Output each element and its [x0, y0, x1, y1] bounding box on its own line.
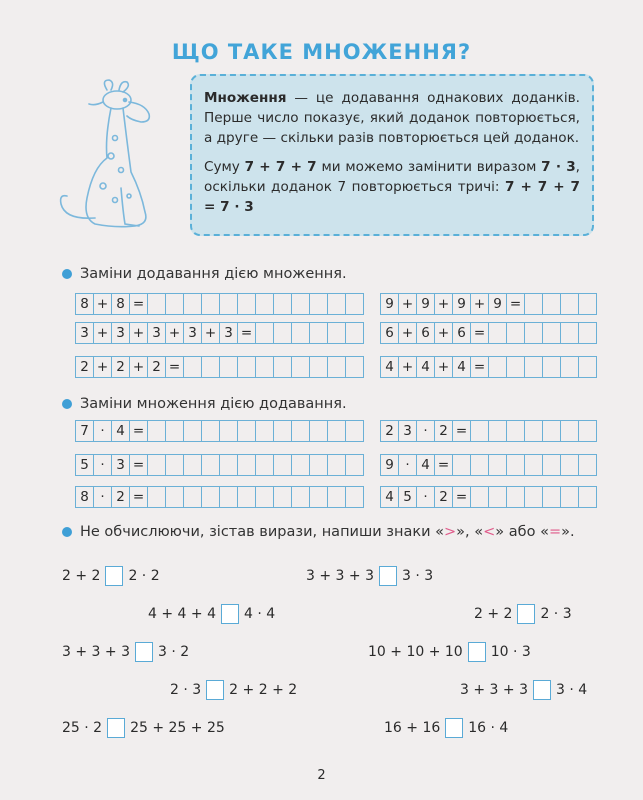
task1-row-left: [75, 356, 364, 378]
expression-left: 3 + 3 + 3: [306, 568, 374, 584]
definition-text: Множення — це додавання однакових доданків. Перше число показує, який доданок повторюється, а друге — скільки разів повторюється цей доданок.: [204, 90, 580, 146]
answer-cell[interactable]: [489, 487, 507, 507]
answer-cell[interactable]: [328, 487, 346, 507]
grid-cell: 6: [381, 323, 399, 343]
answer-cell[interactable]: [220, 487, 238, 507]
expression-right: 3 · 3: [401, 568, 434, 584]
grid-cell: +: [399, 294, 417, 314]
comparison-answer-box[interactable]: [107, 718, 125, 738]
definition-box: [190, 74, 594, 236]
comparison-answer-box[interactable]: [445, 718, 463, 738]
grid-cell: 4: [417, 357, 435, 377]
answer-cell[interactable]: [148, 421, 166, 441]
task2-row-left: [75, 420, 364, 442]
answer-cell[interactable]: [256, 487, 274, 507]
grid-cell: 8: [76, 294, 94, 314]
answer-cell[interactable]: [274, 455, 292, 475]
answer-cell[interactable]: [346, 487, 364, 507]
comparison-item: [62, 566, 160, 586]
answer-cell[interactable]: [274, 357, 292, 377]
answer-cell[interactable]: [328, 294, 346, 314]
answer-cell[interactable]: [220, 357, 238, 377]
comparison-answer-box[interactable]: [105, 566, 123, 586]
answer-cell[interactable]: [328, 455, 346, 475]
task2-row-left: [75, 454, 364, 476]
answer-cell[interactable]: [525, 487, 543, 507]
grid-cell: +: [166, 323, 184, 343]
comparison-item: [474, 604, 572, 624]
comparison-item: [306, 566, 433, 586]
comparison-answer-box[interactable]: [533, 680, 551, 700]
answer-cell[interactable]: [202, 421, 220, 441]
grid-cell: 3: [112, 323, 130, 343]
answer-cell[interactable]: [292, 421, 310, 441]
answer-cell[interactable]: [256, 357, 274, 377]
expression-left: 3 + 3 + 3: [460, 682, 528, 698]
comparison-item: [62, 718, 225, 738]
task1-row-right: [380, 356, 597, 378]
answer-cell[interactable]: [166, 487, 184, 507]
answer-cell[interactable]: [543, 455, 561, 475]
grid-cell: ·: [94, 421, 112, 441]
comparison-item: [148, 604, 275, 624]
grid-cell: 4: [453, 357, 471, 377]
grid-cell: +: [471, 294, 489, 314]
expression-right: 3 · 2: [157, 644, 190, 660]
task1-row-left: [75, 293, 364, 315]
grid-cell: 9: [381, 455, 399, 475]
grid-cell: ·: [417, 487, 435, 507]
grid-cell: =: [453, 487, 471, 507]
comparison-answer-box[interactable]: [517, 604, 535, 624]
comparison-item: [368, 642, 531, 662]
expression-left: 2 + 2: [62, 568, 101, 584]
grid-cell: ·: [94, 455, 112, 475]
grid-cell: ·: [417, 421, 435, 441]
page-title: ЩО ТАКЕ МНОЖЕННЯ?: [171, 40, 472, 64]
answer-cell[interactable]: [274, 487, 292, 507]
answer-cell[interactable]: [166, 455, 184, 475]
grid-cell: 8: [76, 487, 94, 507]
answer-cell[interactable]: [202, 455, 220, 475]
answer-cell[interactable]: [507, 323, 525, 343]
answer-cell[interactable]: [202, 487, 220, 507]
grid-cell: +: [130, 357, 148, 377]
answer-cell[interactable]: [346, 294, 364, 314]
answer-cell[interactable]: [471, 487, 489, 507]
grid-cell: 6: [453, 323, 471, 343]
grid-cell: 2: [435, 487, 453, 507]
answer-cell[interactable]: [256, 421, 274, 441]
grid-cell: 9: [381, 294, 399, 314]
answer-cell[interactable]: [202, 294, 220, 314]
task2-row-left: [75, 486, 364, 508]
answer-cell[interactable]: [561, 455, 579, 475]
answer-cell[interactable]: [310, 323, 328, 343]
answer-cell[interactable]: [292, 357, 310, 377]
answer-cell[interactable]: [579, 294, 597, 314]
answer-cell[interactable]: [543, 421, 561, 441]
answer-cell[interactable]: [220, 421, 238, 441]
grid-cell: 2: [112, 487, 130, 507]
expression-right: 2 · 3: [540, 606, 572, 622]
example-text: Суму 7 + 7 + 7 ми можемо замінити виразом 7 · 3, оскільки доданок 7 повторюється тричі: 7 + 7 + 7 = 7 · 3: [204, 159, 580, 215]
answer-cell[interactable]: [256, 455, 274, 475]
grid-cell: 3: [76, 323, 94, 343]
comparison-answer-box[interactable]: [468, 642, 486, 662]
answer-cell[interactable]: [292, 455, 310, 475]
answer-cell[interactable]: [489, 455, 507, 475]
expression-left: 25 · 2: [62, 720, 103, 736]
task2-row-right: [380, 486, 597, 508]
expression-right: 25 + 25 + 25: [130, 720, 225, 736]
grid-cell: =: [130, 455, 148, 475]
answer-cell[interactable]: [310, 455, 328, 475]
answer-cell[interactable]: [310, 357, 328, 377]
grid-cell: =: [238, 323, 256, 343]
answer-cell[interactable]: [328, 323, 346, 343]
bullet-icon: [62, 269, 72, 279]
bullet-icon: [62, 527, 72, 537]
answer-cell[interactable]: [148, 294, 166, 314]
answer-cell[interactable]: [238, 357, 256, 377]
comparison-item: [384, 718, 508, 738]
answer-cell[interactable]: [471, 421, 489, 441]
grid-cell: 9: [453, 294, 471, 314]
grid-cell: ·: [399, 455, 417, 475]
answer-cell[interactable]: [256, 323, 274, 343]
task1-instruction: Заміни додавання дією множення.: [62, 266, 347, 282]
answer-cell[interactable]: [346, 323, 364, 343]
grid-cell: 2: [148, 357, 166, 377]
grid-cell: 2: [112, 357, 130, 377]
answer-cell[interactable]: [346, 455, 364, 475]
comparison-answer-box[interactable]: [221, 604, 239, 624]
answer-cell[interactable]: [561, 357, 579, 377]
grid-cell: =: [453, 421, 471, 441]
answer-cell[interactable]: [238, 455, 256, 475]
grid-cell: 3: [399, 421, 417, 441]
answer-cell[interactable]: [238, 294, 256, 314]
grid-cell: +: [435, 294, 453, 314]
answer-cell[interactable]: [274, 294, 292, 314]
grid-cell: 2: [381, 421, 399, 441]
comparison-item: [460, 680, 587, 700]
grid-cell: =: [471, 357, 489, 377]
answer-cell[interactable]: [184, 294, 202, 314]
task2-instruction: Заміни множення дією додавання.: [62, 396, 347, 412]
task1-row-right: [380, 293, 597, 315]
answer-cell[interactable]: [238, 421, 256, 441]
comparison-answer-box[interactable]: [379, 566, 397, 586]
grid-cell: +: [94, 294, 112, 314]
answer-cell[interactable]: [184, 455, 202, 475]
expression-left: 10 + 10 + 10: [368, 644, 463, 660]
comparison-item: [170, 680, 297, 700]
grid-cell: =: [130, 294, 148, 314]
expression-left: 3 + 3 + 3: [62, 644, 130, 660]
grid-cell: 5: [76, 455, 94, 475]
expression-left: 2 + 2: [474, 606, 513, 622]
grid-cell: 4: [381, 357, 399, 377]
expression-right: 16 · 4: [468, 720, 509, 736]
page-number: 2: [317, 768, 326, 783]
grid-cell: 3: [148, 323, 166, 343]
expression-right: 3 · 4: [555, 682, 588, 698]
grid-cell: +: [94, 323, 112, 343]
grid-cell: +: [202, 323, 220, 343]
answer-cell[interactable]: [346, 421, 364, 441]
answer-cell[interactable]: [561, 421, 579, 441]
grid-cell: +: [399, 357, 417, 377]
grid-cell: 4: [381, 487, 399, 507]
answer-cell[interactable]: [543, 357, 561, 377]
grid-cell: =: [471, 323, 489, 343]
grid-cell: =: [130, 421, 148, 441]
answer-cell[interactable]: [328, 357, 346, 377]
grid-cell: 7: [76, 421, 94, 441]
answer-cell[interactable]: [507, 487, 525, 507]
grid-cell: 9: [489, 294, 507, 314]
grid-cell: 6: [417, 323, 435, 343]
answer-cell[interactable]: [579, 323, 597, 343]
grid-cell: =: [166, 357, 184, 377]
expression-left: 4 + 4 + 4: [148, 606, 216, 622]
expression-left: 2 · 3: [170, 682, 202, 698]
answer-cell[interactable]: [525, 421, 543, 441]
answer-cell[interactable]: [579, 357, 597, 377]
answer-cell[interactable]: [507, 421, 525, 441]
grid-cell: 5: [399, 487, 417, 507]
answer-cell[interactable]: [148, 455, 166, 475]
grid-cell: 2: [435, 421, 453, 441]
answer-cell[interactable]: [310, 487, 328, 507]
answer-cell[interactable]: [489, 323, 507, 343]
answer-cell[interactable]: [579, 455, 597, 475]
answer-cell[interactable]: [148, 487, 166, 507]
grid-cell: 4: [417, 455, 435, 475]
answer-cell[interactable]: [292, 487, 310, 507]
answer-cell[interactable]: [489, 421, 507, 441]
grid-cell: +: [94, 357, 112, 377]
task1-row-right: [380, 322, 597, 344]
grid-cell: =: [130, 487, 148, 507]
comparison-answer-box[interactable]: [135, 642, 153, 662]
answer-cell[interactable]: [184, 421, 202, 441]
answer-cell[interactable]: [525, 323, 543, 343]
task2-row-right: [380, 420, 597, 442]
comparison-answer-box[interactable]: [206, 680, 224, 700]
grid-cell: 2: [76, 357, 94, 377]
grid-cell: +: [435, 323, 453, 343]
grid-cell: 4: [112, 421, 130, 441]
grid-cell: 8: [112, 294, 130, 314]
answer-cell[interactable]: [166, 294, 184, 314]
grid-cell: 3: [184, 323, 202, 343]
answer-cell[interactable]: [507, 455, 525, 475]
answer-cell[interactable]: [166, 421, 184, 441]
expression-right: 10 · 3: [490, 644, 531, 660]
answer-cell[interactable]: [274, 421, 292, 441]
answer-cell[interactable]: [292, 294, 310, 314]
expression-right: 2 + 2 + 2: [229, 682, 298, 698]
grid-cell: =: [507, 294, 525, 314]
answer-cell[interactable]: [489, 357, 507, 377]
answer-cell[interactable]: [525, 455, 543, 475]
answer-cell[interactable]: [453, 455, 471, 475]
answer-cell[interactable]: [561, 487, 579, 507]
answer-cell[interactable]: [525, 294, 543, 314]
answer-cell[interactable]: [328, 421, 346, 441]
answer-cell[interactable]: [310, 421, 328, 441]
answer-cell[interactable]: [543, 323, 561, 343]
answer-cell[interactable]: [561, 294, 579, 314]
answer-cell[interactable]: [256, 294, 274, 314]
answer-cell[interactable]: [471, 455, 489, 475]
expression-right: 2 · 2: [128, 568, 160, 584]
answer-cell[interactable]: [346, 357, 364, 377]
answer-cell[interactable]: [274, 323, 292, 343]
answer-cell[interactable]: [220, 455, 238, 475]
answer-cell[interactable]: [220, 294, 238, 314]
answer-cell[interactable]: [238, 487, 256, 507]
answer-cell[interactable]: [579, 421, 597, 441]
task1-row-left: [75, 322, 364, 344]
grid-cell: +: [130, 323, 148, 343]
answer-cell[interactable]: [543, 294, 561, 314]
expression-right: 4 · 4: [243, 606, 276, 622]
grid-cell: =: [435, 455, 453, 475]
grid-cell: +: [435, 357, 453, 377]
bullet-icon: [62, 399, 72, 409]
answer-cell[interactable]: [202, 357, 220, 377]
grid-cell: 3: [220, 323, 238, 343]
answer-cell[interactable]: [184, 357, 202, 377]
answer-cell[interactable]: [184, 487, 202, 507]
grid-cell: 9: [417, 294, 435, 314]
task3-instruction: Не обчислюючи, зістав вирази, напиши знаки «>», «<» або «=».: [62, 522, 587, 542]
answer-cell[interactable]: [292, 323, 310, 343]
answer-cell[interactable]: [561, 323, 579, 343]
expression-left: 16 + 16: [384, 720, 441, 736]
answer-cell[interactable]: [525, 357, 543, 377]
answer-cell[interactable]: [579, 487, 597, 507]
task2-row-right: [380, 454, 597, 476]
grid-cell: +: [399, 323, 417, 343]
comparison-item: [62, 642, 189, 662]
answer-cell[interactable]: [507, 357, 525, 377]
answer-cell[interactable]: [310, 294, 328, 314]
grid-cell: ·: [94, 487, 112, 507]
giraffe-illustration: [55, 78, 175, 238]
grid-cell: 3: [112, 455, 130, 475]
answer-cell[interactable]: [543, 487, 561, 507]
